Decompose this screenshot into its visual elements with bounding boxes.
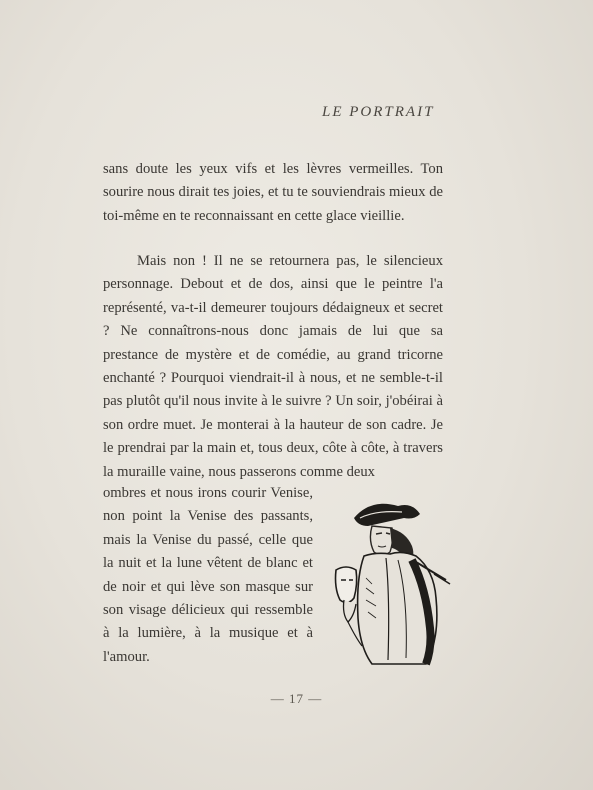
paragraph-3: ombres et nous irons courir Venise, non point la Venise des passants, mais la Venise du passé, celle que la nuit et la lune vêtent de blanc et de noir et qui lève son masque sur son visage délicieux qui ressemble à la lumière, à la musique et à l'amour. [103, 485, 313, 665]
running-title: LE PORTRAIT [322, 104, 435, 120]
paragraph-1: sans doute les yeux vifs et les lèvres vermeilles. Ton sourire nous dirait tes joies, et tu te souviendrais mieux de toi-même en te reconnaissant en cette glace vieillie. [103, 161, 443, 224]
page-number: — 17 — [270, 691, 323, 706]
masked-venetian-figure-icon [316, 488, 456, 668]
paragraph-2: Mais non ! Il ne se retournera pas, le silencieux personnage. Debout et de dos, ainsi que le peintre l'a représenté, va-t-il demeurer toujours dédaigneux et secret ? Ne connaîtrons-nous donc jamais de lui que sa prestance de mystère et de comédie, au grand tricorne enchanté ? Pourquoi viendrait-il à nous, et ne semble-t-il pas plutôt qu'il nous invite à le suivre ? Un soir, j'obéirai à son ordre muet. Je monterai à la hauteur de son cadre. Je le prendrai par la main et, tous deux, côte à côte, à travers la muraille vaine, nous passerons comme deux [103, 253, 443, 480]
